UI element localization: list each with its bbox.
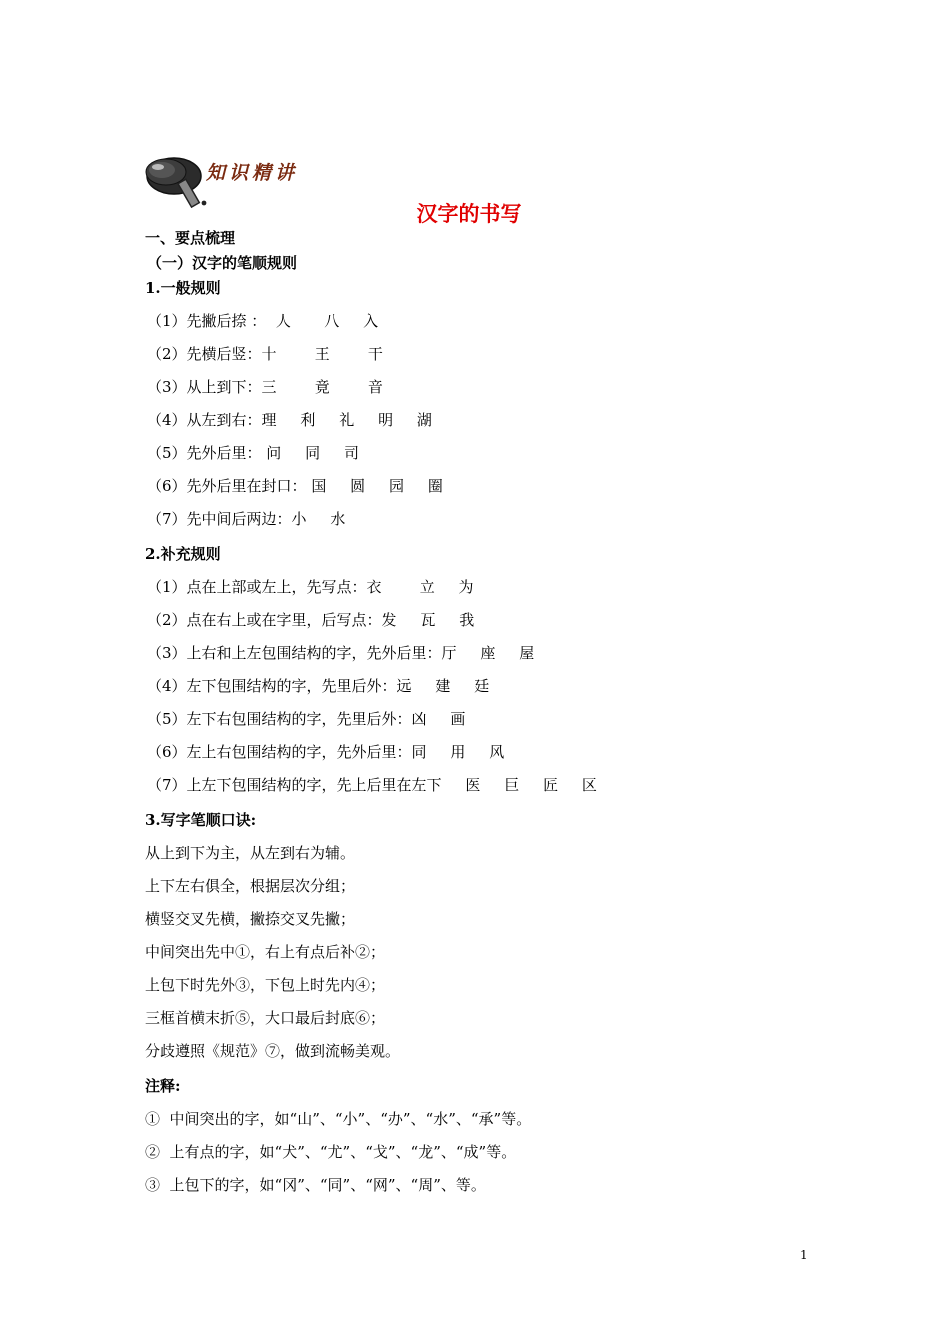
list-item: （3）从上到下：三 竟 音: [147, 378, 383, 396]
page-number: 1: [800, 1248, 808, 1262]
note-item: ② 上有点的字，如“犬”、“尤”、“戈”、“龙”、“成”等。: [145, 1143, 517, 1161]
list-item: （2）先横后竖：十 王 干: [147, 345, 383, 363]
list-item: （4）从左到右：理 利 礼 明 湖: [147, 411, 432, 429]
note-item: ① 中间突出的字，如“山”、“小”、“办”、“水”、“承”等。: [145, 1110, 532, 1128]
list-item: （1）先撇后捺 ： 人 八 入: [147, 312, 379, 330]
rhyme-line: 横竖交叉先横，撇捺交叉先撇；: [145, 910, 356, 928]
subsection-heading: （一）汉字的笔顺规则: [147, 254, 298, 272]
note-item: ③ 上包下的字，如“冈”、“同”、“网”、“周”、等。: [145, 1176, 486, 1194]
rhyme-line: 从上到下为主，从左到右为辅。: [145, 844, 356, 862]
list-item: （4）左下包围结构的字，先里后外：远 建 廷: [147, 677, 490, 695]
document-title: 汉字的书写: [416, 201, 522, 226]
section-heading: 一、要点梳理: [145, 229, 236, 247]
rhyme-line: 分歧遵照《规范》⑦，做到流畅美观。: [145, 1042, 401, 1060]
list-item: （5）先外后里： 问 同 司: [147, 444, 359, 462]
list-item: （2）点在右上或在字里，后写点：发 瓦 我: [147, 611, 475, 629]
list-item: （1）点在上部或左上，先写点：衣 立 为: [147, 578, 474, 596]
list-item: （5）左下右包围结构的字，先里后外：凶 画: [147, 710, 466, 728]
list-item: （6）先外后里在封口： 国 圆 园 圈: [147, 477, 443, 495]
rhyme-line: 中间突出先中①，右上有点后补②；: [145, 943, 386, 961]
list-item: （6）左上右包围结构的字，先外后里：同 用 风: [147, 743, 505, 761]
list-item: （7）先中间后两边：小 水: [147, 510, 346, 528]
rhyme-line: 上下左右俱全，根据层次分组；: [145, 877, 356, 895]
notes-heading: 注释:: [145, 1077, 181, 1095]
rhyme-line: 三框首横末折⑤，大口最后封底⑥；: [145, 1009, 386, 1027]
list-item: （7）上左下包围结构的字，先上后里在左下 医 巨 匠 区: [147, 776, 597, 794]
list-item: （3）上右和上左包围结构的字，先外后里：厅 座 屋: [147, 644, 535, 662]
supplement-rules-heading: 2.补充规则: [145, 545, 221, 563]
general-rules-heading: 1.一般规则: [145, 279, 221, 297]
rhyme-line: 上包下时先外③，下包上时先内④；: [145, 976, 386, 994]
rhyme-heading: 3.写字笔顺口诀:: [145, 811, 257, 829]
banner-title: 知识精讲: [206, 162, 299, 184]
